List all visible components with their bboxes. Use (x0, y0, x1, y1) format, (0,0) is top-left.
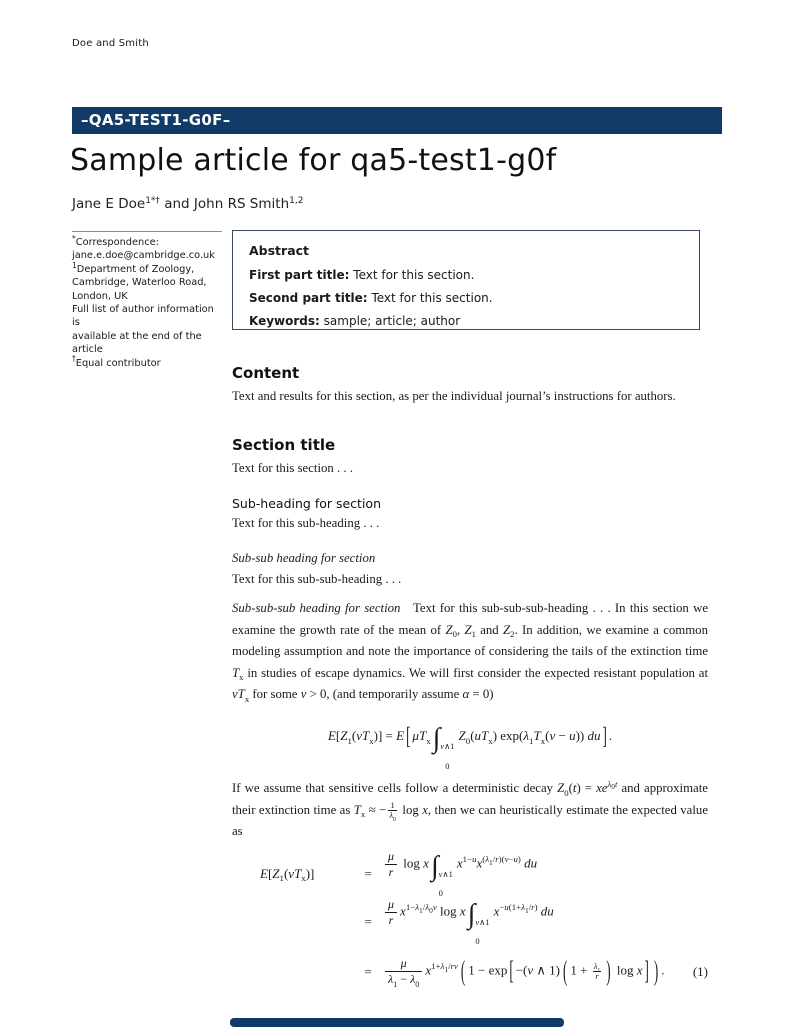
sidebar-line-email: jane.e.doe@cambridge.co.uk (72, 250, 215, 262)
sidebar-line: Cambridge, Waterloo Road, (72, 277, 207, 289)
author-line: Jane E Doe$^{1*\dagger}$ and John RS Smith$^{1,2}$ (72, 195, 304, 212)
abstract-item-label: First part title: (249, 268, 350, 282)
equation-line-1 (232, 850, 708, 898)
between-equations-paragraph: If we assume that sensitive cells follow a deterministic decay $Z_0(t) = xe^{\lambda_0t}$ and approximate their extinction time as $T_x$ ≈ − $\frac{1}{\lambda_0}$ log x, then we can heuristically estimate the expected value as (232, 778, 708, 838)
sub-sub-heading: Sub-sub heading for section (232, 551, 376, 565)
abstract-heading: Abstract (249, 243, 310, 258)
sub-sub-sub-paragraph (232, 598, 708, 706)
sidebar-line: Full list of author information is (72, 304, 214, 329)
equation-display: $E[Z_1(vT_x)] = E$ [ $\mu T_x\int$ v∧1 0 $Z_0(uT_x) \exp(\lambda_1T_x(v - u))$ du ] . (327, 720, 613, 771)
section-heading: Section title (232, 436, 336, 454)
equals-sign: = (364, 913, 372, 929)
abstract-item-label: Second part title: (249, 291, 368, 305)
correspondence-sidebar (72, 231, 224, 370)
equation-line-2 (232, 898, 708, 946)
article-title: Sample article for qa5-test1-g0f (70, 143, 557, 178)
sub-sub-heading-text: Text for this sub-sub-heading . . . (232, 572, 402, 586)
equals-sign: = (364, 865, 372, 881)
sub-heading-text: Text for this sub-heading . . . (232, 516, 380, 530)
sub-sub-sub-heading: Sub-sub-sub heading for section (232, 601, 401, 615)
abstract-box (232, 230, 700, 330)
equation-align-block (232, 850, 708, 998)
sidebar-rule (72, 231, 222, 232)
equation-lhs: $E[Z_1(vT_x)]$ (260, 865, 315, 884)
sidebar-line: *Correspondence: (72, 233, 159, 248)
abstract-keywords-label: Keywords: (249, 314, 320, 328)
sidebar-line: $^1$Department of Zoology, (72, 260, 195, 275)
sub-heading: Sub-heading for section (232, 496, 381, 511)
sidebar-line: available at the end of the article (72, 330, 202, 356)
journal-banner (72, 107, 722, 134)
running-header: Doe and Smith (72, 38, 149, 49)
footer-bar (230, 1018, 564, 1027)
abstract-item (249, 291, 683, 305)
sidebar-line: †Equal contributor (72, 354, 161, 369)
content-paragraph: Text and results for this section, as per the individual journal’s instructions for authors. (232, 389, 676, 403)
abstract-item-text: Text for this section. (353, 268, 475, 282)
abstract-keywords (249, 314, 683, 328)
equation-line-3 (232, 946, 708, 998)
equation-rhs: $\frac{\mu}{r}$ $x^{1-\lambda_1/\lambda_0v}$ log x∫ v∧1 0 $x^{-u(1+\lambda_1/r)}$ du (382, 898, 708, 946)
equation-number: (1) (692, 963, 708, 979)
content-heading: Content (232, 364, 300, 382)
section-text: Text for this section . . . (232, 461, 354, 475)
equation-rhs: $\frac{\mu}{r}$ log x∫ v∧1 0 $x^{1-u}x^{(\lambda_1/r)(v-u)}$ du (382, 850, 708, 898)
abstract-item-text: Text for this section. (371, 291, 493, 305)
abstract-item (249, 268, 683, 282)
sidebar-line: London, UK (72, 290, 128, 302)
equation-rhs: $\frac{\mu}{\lambda_1 - \lambda_0}$ $x^{1+\lambda_1/rv}$ ( 1 − exp [ −(v ∧ 1) ( 1 + $\frac{\lambda_1}{r}$ ) log x ] ) . (382, 957, 708, 986)
abstract-keywords-text: sample; article; author (323, 314, 461, 328)
equals-sign: = (364, 963, 372, 979)
sub-sub-sub-text: Text for this sub-sub-sub-heading . . . In this section we examine the growth rate of the mean of $Z_0$, $Z_1$ and $Z_2$. In addition, we examine a common modeling assumption and note the importance of considering the tails of the extinction time $T_x$ in studies of escape dynamics. We will first consider the expected resistant population at $vT_x$ for some v > 0, (and temporarily assume α = 0) (232, 601, 708, 704)
banner-label: –QA5-TEST1-G0F– (81, 111, 231, 129)
